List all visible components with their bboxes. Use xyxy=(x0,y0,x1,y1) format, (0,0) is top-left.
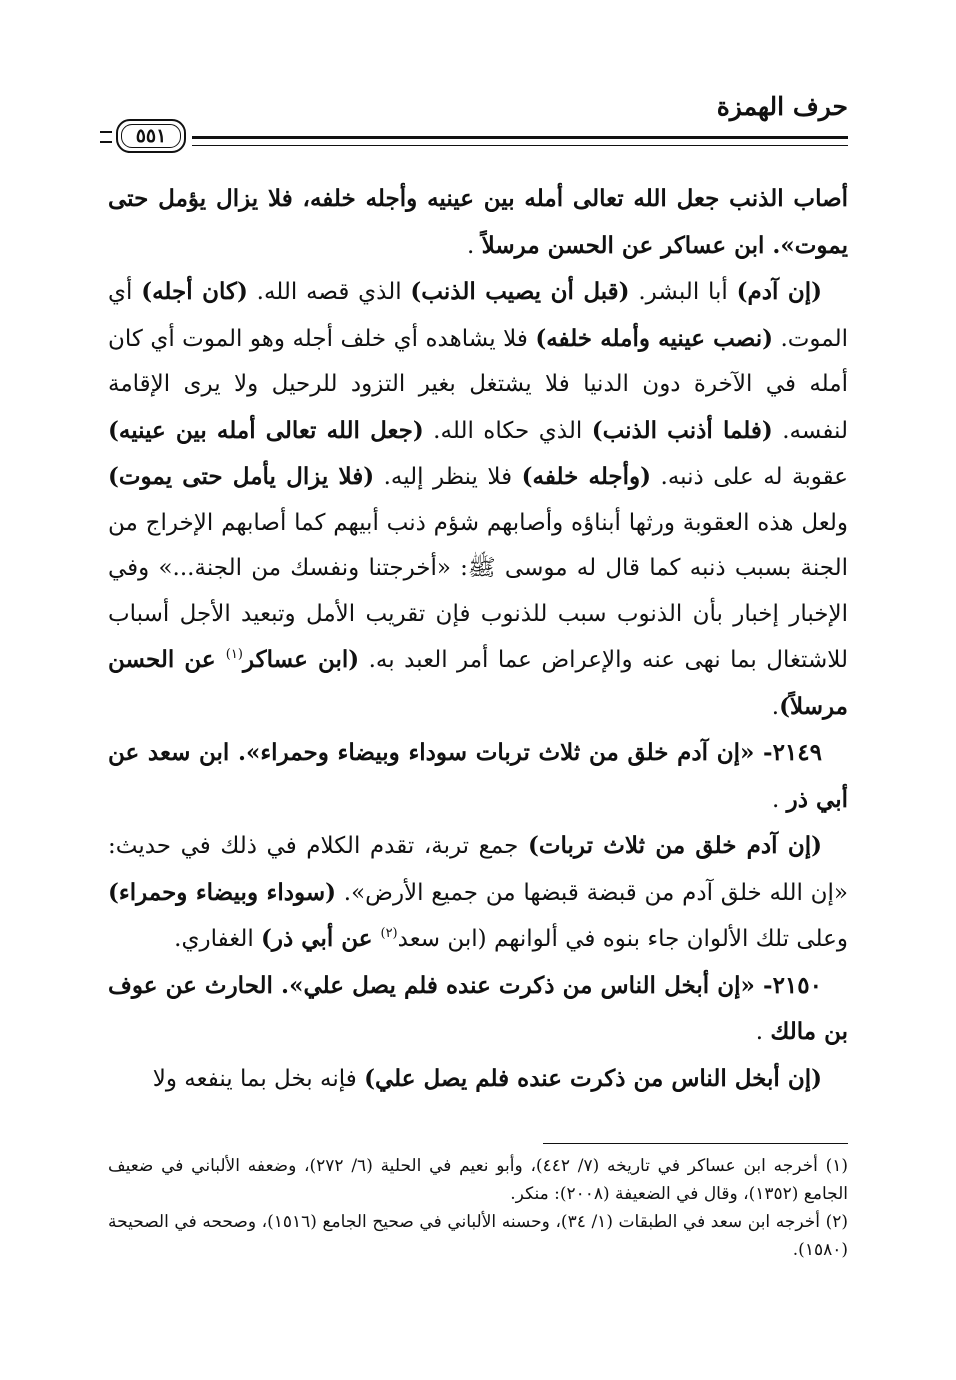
bold-run: (إن آدم) xyxy=(736,278,822,305)
bold-run: (إن أبخل الناس من ذكرت عنده فلم يصل علي) xyxy=(364,1064,822,1092)
footnote-2: (٢) أخرجه ابن سعد في الطبقات (١/ ٣٤)، وحسنه الألباني في صحيح الجامع (١٥١٦)، وصححه في الصحيحة (١٥٨٠). xyxy=(108,1212,848,1260)
text-run: فلا يشاهده أي خلف أجله وهو الموت أي كان أمله في الآخرة دون الدنيا فلا يشتغل بغير التزود للرحيل ولا يرى الإقامة لنفسه. xyxy=(108,325,848,444)
bold-run: (ابن عساكر xyxy=(242,646,360,673)
text-run: فإنه بخل بما ينفعه ولا xyxy=(152,1065,365,1092)
text-run: . xyxy=(755,1019,771,1045)
bold-run: أصاب الذنب جعل الله تعالى أمله بين عينيه وأجله خلفه، فلا يزال يؤمل حتى يموت». xyxy=(108,185,848,259)
text-run: ولعل هذه العقوبة ورثها أبناؤه وأصابهم شؤم ذنب أبيهم كما أصابهم الإخراج من الجنة بسبب ذنبه كما قال له موسى ﷺ: «أخرجتنا ونفسك من الجنة...» وفي الإخبار إخبار بأن الذنوب سبب للذنوب فإن تقريب الأمل وتبعيد الأجل أسباب للاشتغال بما نهى عنه والإعراض عما أمر العبد به. xyxy=(108,509,848,673)
text-run: أي الموت. xyxy=(108,279,848,352)
text-run: عقوبة له على ذنبه. xyxy=(651,464,848,490)
footnotes xyxy=(108,1152,848,1264)
text-run: الذي حكاه الله. xyxy=(423,417,592,444)
bold-run: (جعل الله تعالى أمله بين عينيه) xyxy=(108,416,424,444)
text-run: . xyxy=(772,786,787,813)
text-run: أبا البشر. xyxy=(629,279,737,305)
footnote-separator xyxy=(543,1143,848,1144)
bold-run: (فلما أذنب الذنب) xyxy=(591,416,773,444)
commentary-paragraph xyxy=(108,1056,848,1103)
hadith-2149 xyxy=(108,730,848,823)
text-run: وعلى تلك الألوان جاء بنوه في ألوانهم xyxy=(486,926,848,952)
main-text xyxy=(108,176,848,1102)
text-run: . xyxy=(467,232,482,259)
text-run: الغفاري. xyxy=(174,926,262,952)
text-run: . xyxy=(771,693,780,720)
footnote-marker: (١) xyxy=(225,647,243,662)
hadith-text-continued xyxy=(108,176,848,269)
text-run: (ابن سعد xyxy=(397,926,487,952)
bold-run: ٢١٥٠- «إن أبخل الناس من ذكرت عنده فلم يصل علي». الحارث عن عوف بن مالك xyxy=(108,971,848,1045)
bold-run: عن الحسن مرسلاً) xyxy=(108,646,848,720)
commentary-paragraph xyxy=(108,823,848,963)
bold-run: (إن آدم خلق من ثلاث تربات) xyxy=(527,832,822,859)
commentary-paragraph xyxy=(108,269,848,730)
text-run: فلا ينظر إليه. xyxy=(374,464,522,490)
running-title: حرف الهمزة xyxy=(716,92,848,121)
bold-run: ابن عساكر عن الحسن مرسلاً xyxy=(481,231,773,259)
bold-run: عن أبي ذر) xyxy=(261,925,381,952)
page-number xyxy=(116,119,186,153)
text-run: الذي قصه الله. xyxy=(247,279,411,305)
bold-run: (كان أجله) xyxy=(141,278,248,305)
hadith-2150 xyxy=(108,963,848,1056)
bold-run: ٢١٤٩- «إن آدم خلق من ثلاث تربات سوداء وبيضاء وحمراء». ابن سعد عن أبي ذر xyxy=(108,739,848,813)
header-rule xyxy=(192,136,848,146)
bold-run: (وأجله خلفه) xyxy=(521,463,652,490)
text-run: جمع تربة، تقدم الكلام في ذلك في حديث: «إن الله خلق آدم من قبضة قبضها من جميع الأرض». xyxy=(108,833,848,906)
header-rule-end-mark xyxy=(100,131,112,143)
page-number-text: ٥٥١ xyxy=(135,125,167,147)
bold-run: (سوداء وبيضاء وحمراء) xyxy=(108,878,336,906)
bold-run: (قبل أن يصيب الذنب) xyxy=(410,278,630,305)
bold-run: (فلا يزال يأمل حتى يموت) xyxy=(108,463,375,490)
bold-run: (نصب عينيه وأمله خلفه) xyxy=(535,324,773,352)
footnote-1: (١) أخرجه ابن عساكر في تاريخه (٧/ ٤٤٢)، وأبو نعيم في الحلية (٦/ ٢٧٢)، وضعفه الألباني في ضعيف الجامع (١٣٥٢)، وقال في الضعيفة (٢٠٠٨): منكر. xyxy=(108,1156,848,1204)
footnote-marker: (٢) xyxy=(380,926,398,941)
